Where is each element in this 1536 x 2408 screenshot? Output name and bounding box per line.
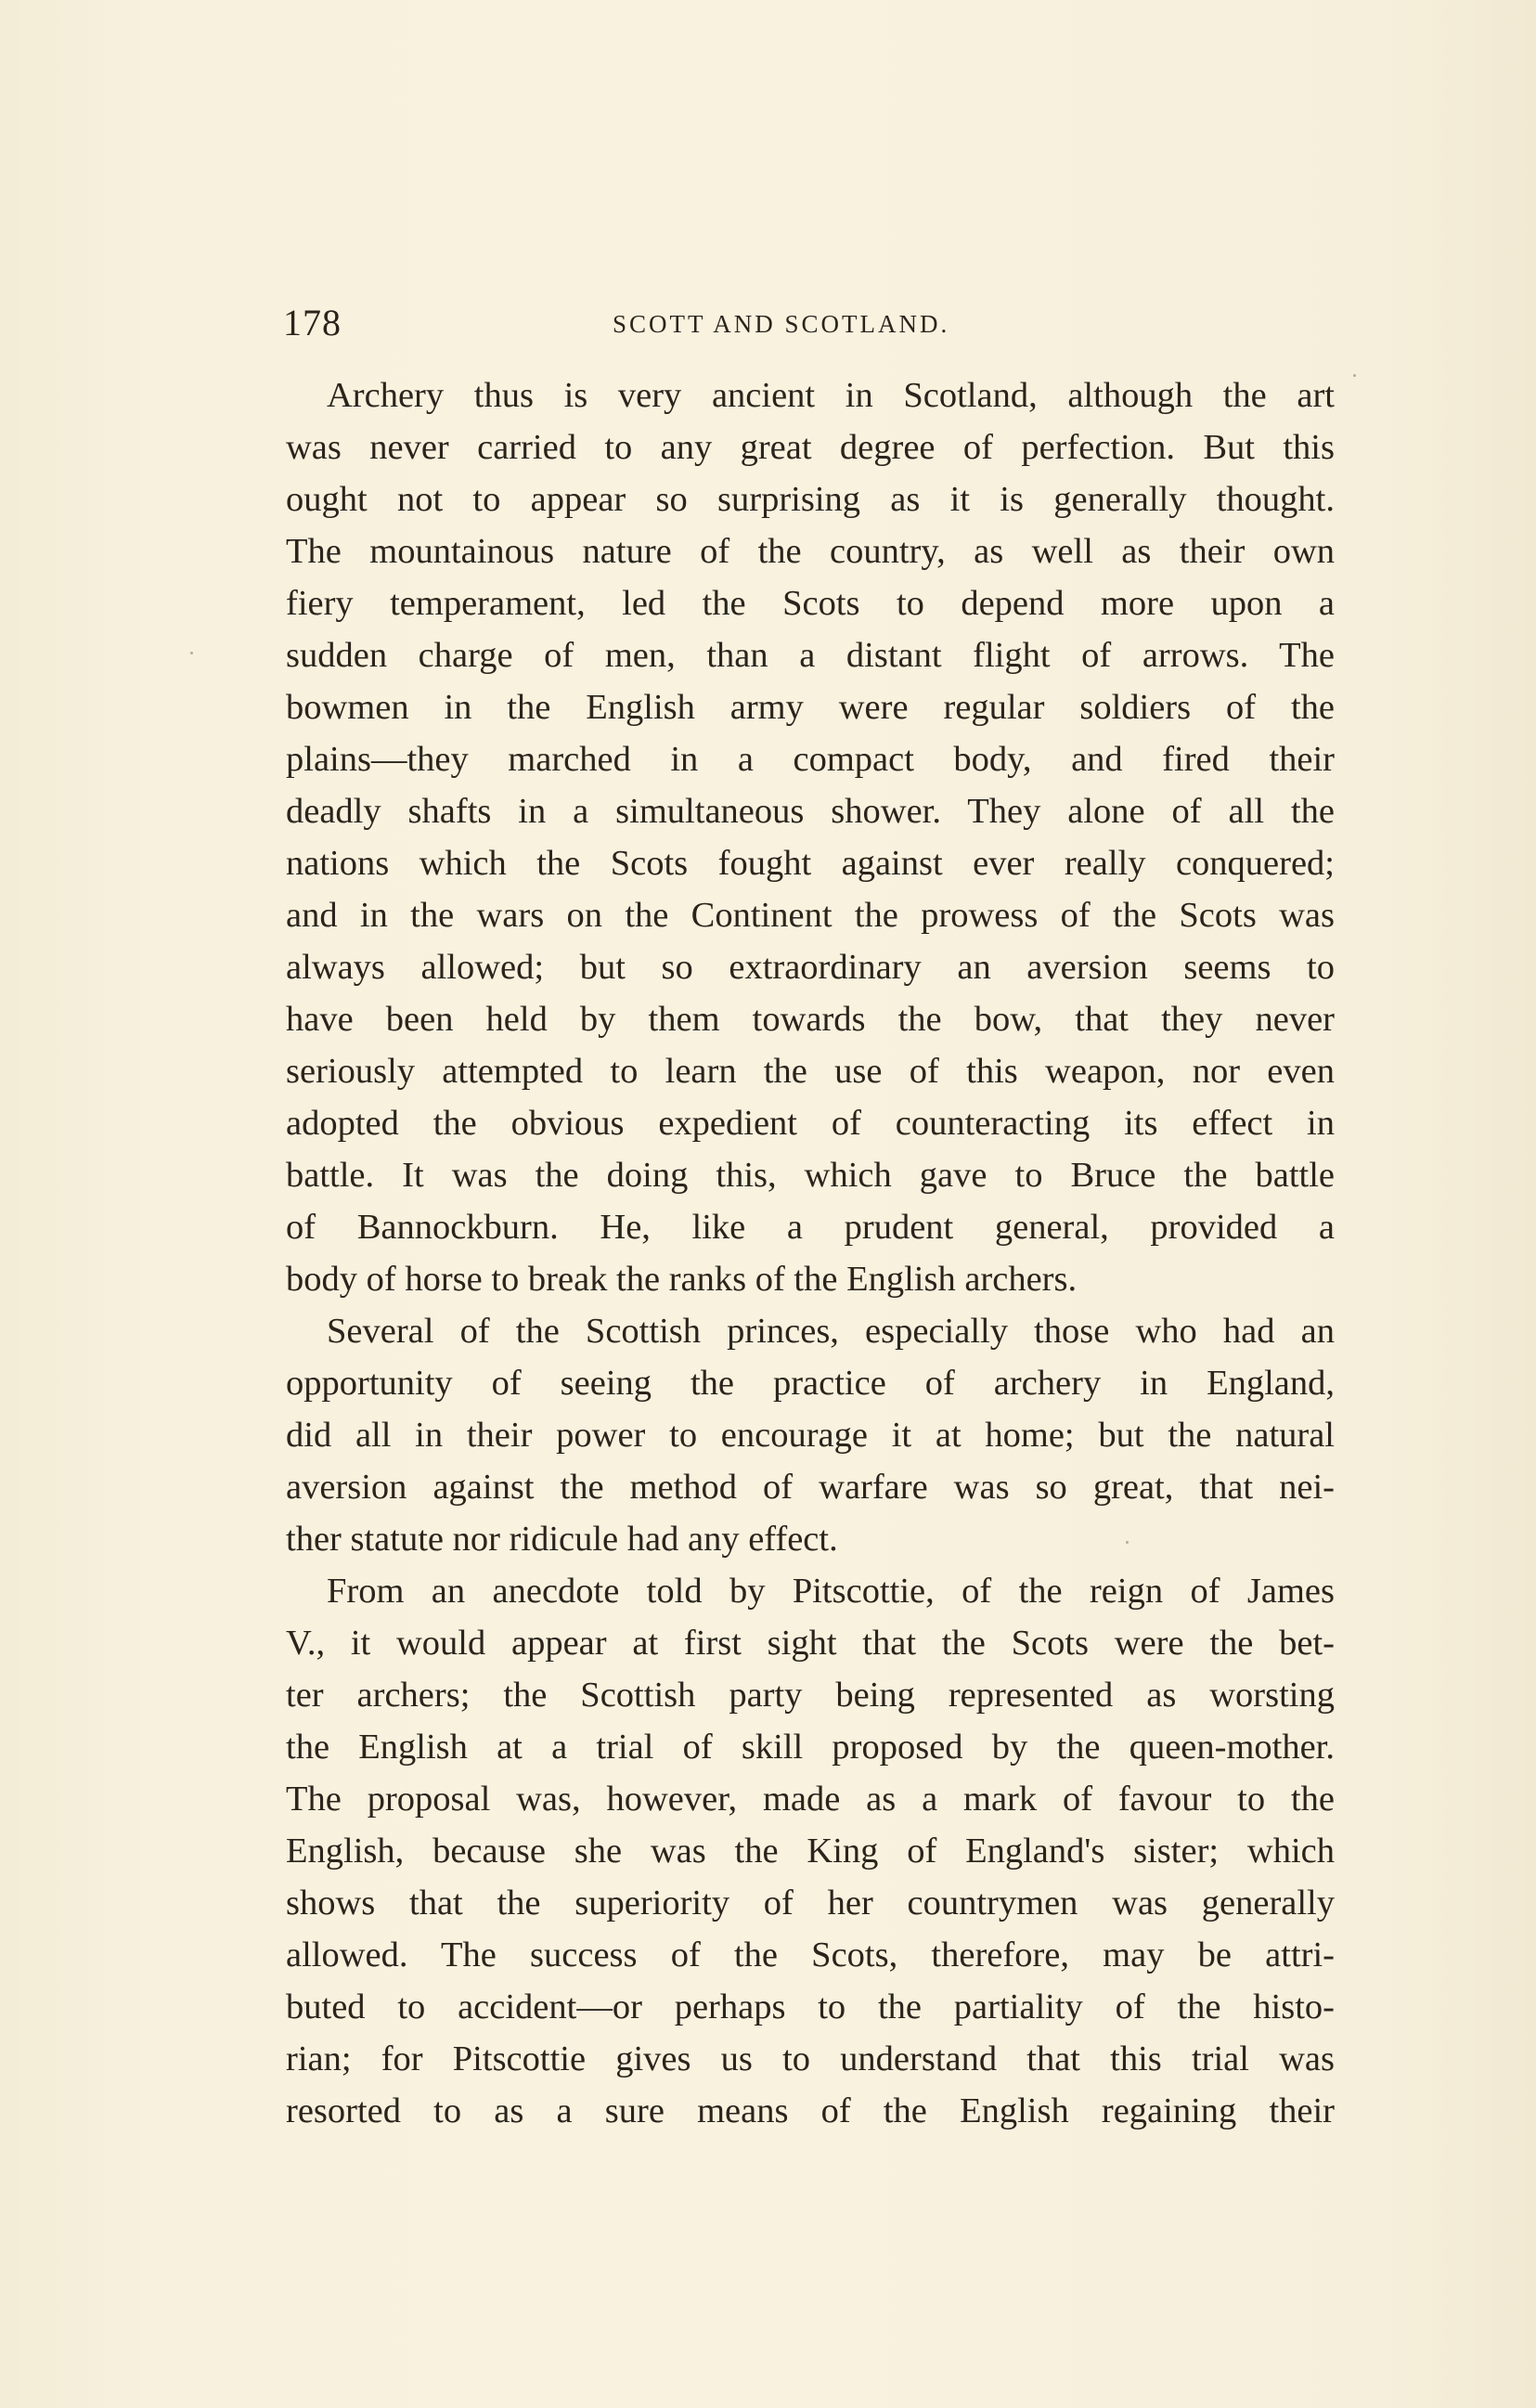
text-line: did all in their power to encourage it at home; but the natural	[286, 1416, 1335, 1455]
page-header	[283, 295, 1341, 351]
text-line: opportunity of seeing the practice of archery in England,	[286, 1364, 1335, 1403]
running-title: SCOTT AND SCOTLAND.	[613, 310, 950, 338]
text-line: Archery thus is very ancient in Scotland, although the art	[327, 376, 1335, 415]
text-line: ther statute nor ridicule had any effect.	[286, 1520, 838, 1559]
text-line: and in the wars on the Continent the prowess of the Scots was	[286, 896, 1335, 935]
text-line: sudden charge of men, than a distant flight of arrows. The	[286, 636, 1335, 675]
text-line: fiery temperament, led the Scots to depend more upon a	[286, 584, 1335, 623]
text-line: plains—they marched in a compact body, and fired their	[286, 740, 1335, 779]
text-line: bowmen in the English army were regular soldiers of the	[286, 688, 1335, 727]
paper-speck	[1353, 374, 1356, 377]
text-line: seriously attempted to learn the use of this weapon, nor even	[286, 1052, 1335, 1091]
paragraph	[286, 369, 1335, 1305]
paper-speck	[1126, 1541, 1129, 1544]
text-line: ought not to appear so surprising as it is generally thought.	[286, 480, 1335, 519]
text-line: battle. It was the doing this, which gave to Bruce the battle	[286, 1156, 1335, 1195]
text-line: have been held by them towards the bow, that they never	[286, 1000, 1335, 1039]
text-line: Several of the Scottish princes, especially those who had an	[327, 1312, 1335, 1351]
paragraph	[286, 1565, 1335, 2137]
text-line: body of horse to break the ranks of the English archers.	[286, 1260, 1078, 1299]
text-line: buted to accident—or perhaps to the partiality of the histo-	[286, 1987, 1335, 2026]
body-text	[286, 369, 1335, 2137]
text-line: was never carried to any great degree of perfection. But this	[286, 428, 1335, 467]
paper-speck	[190, 652, 193, 654]
text-line: deadly shafts in a simultaneous shower. They alone of all the	[286, 792, 1335, 831]
text-line: adopted the obvious expedient of counteracting its effect in	[286, 1104, 1335, 1143]
text-line: The proposal was, however, made as a mark of favour to the	[286, 1780, 1335, 1819]
text-line: always allowed; but so extraordinary an aversion seems to	[286, 948, 1335, 987]
text-line: allowed. The success of the Scots, therefore, may be attri-	[286, 1935, 1335, 1974]
paragraph	[286, 1305, 1335, 1565]
text-line: English, because she was the King of England's sister; which	[286, 1832, 1335, 1871]
text-line: rian; for Pitscottie gives us to understand that this trial was	[286, 2039, 1335, 2078]
page-number: 178	[283, 302, 342, 343]
text-line: the English at a trial of skill proposed by the queen-mother.	[286, 1728, 1335, 1767]
text-line: resorted to as a sure means of the English regaining their	[286, 2091, 1335, 2130]
text-line: ter archers; the Scottish party being represented as worsting	[286, 1676, 1335, 1715]
text-line: The mountainous nature of the country, as well as their own	[286, 532, 1335, 571]
text-line: shows that the superiority of her countrymen was generally	[286, 1884, 1335, 1923]
text-line: of Bannockburn. He, like a prudent general, provided a	[286, 1208, 1335, 1247]
text-line: V., it would appear at first sight that the Scots were the bet-	[286, 1624, 1335, 1663]
text-line: From an anecdote told by Pitscottie, of the reign of James	[327, 1572, 1335, 1611]
text-line: nations which the Scots fought against ever really conquered;	[286, 844, 1335, 883]
text-line: aversion against the method of warfare was so great, that nei-	[286, 1468, 1335, 1507]
